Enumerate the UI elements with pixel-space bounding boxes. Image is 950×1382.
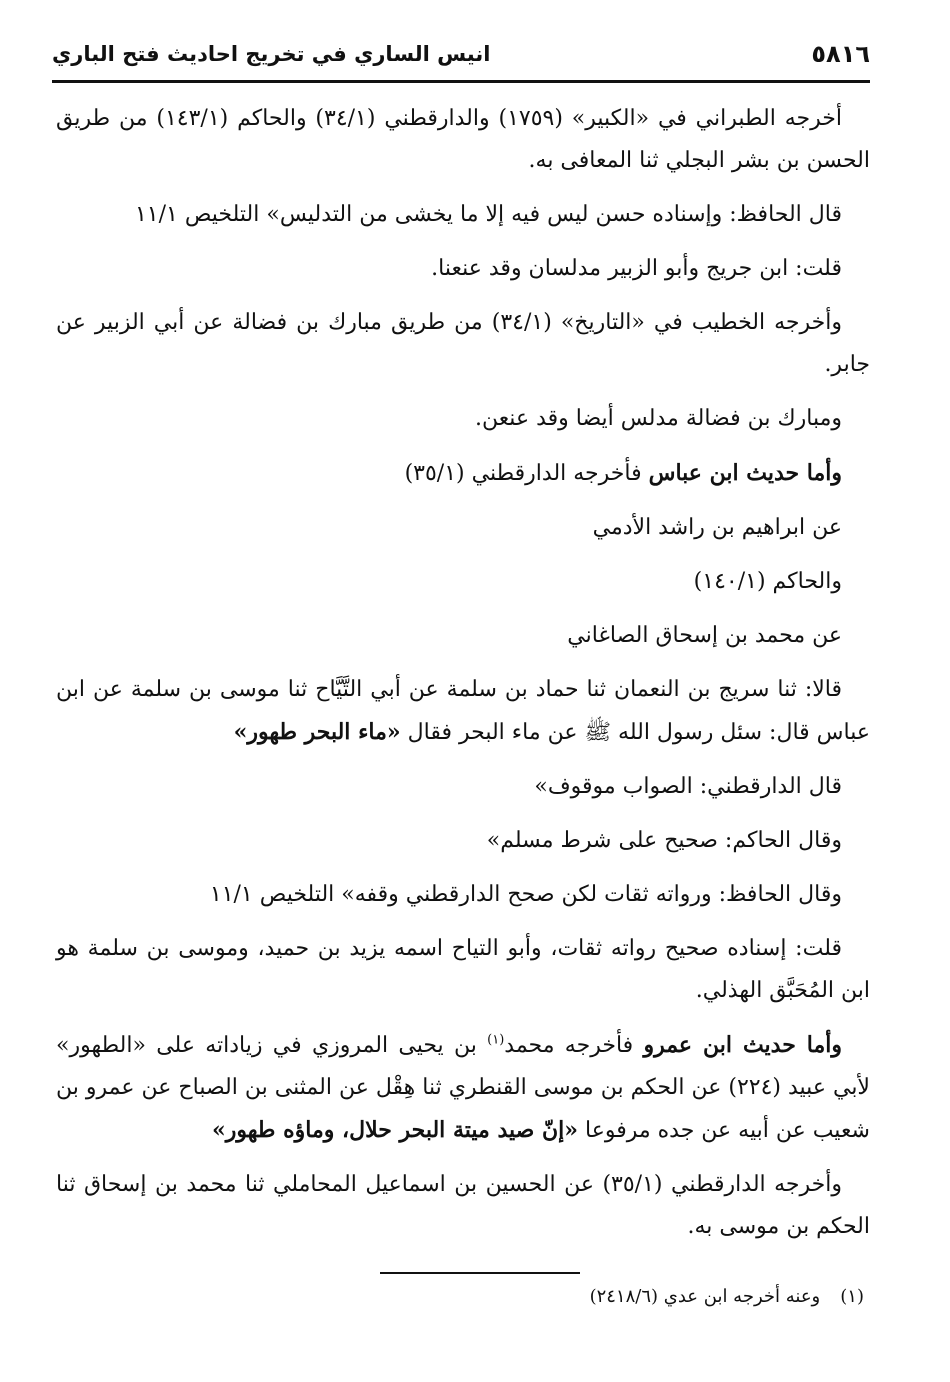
paragraph: قال الحافظ: وإسناده حسن ليس فيه إلا ما يخشى من التدليس» التلخيص ١١/١ — [134, 202, 842, 227]
paragraph: ومبارك بن فضالة مدلس أيضا وقد عنعن. — [474, 406, 842, 431]
paragraph-text: قالا: ثنا سريج بن النعمان ثنا حماد بن سلمة عن أبي التَّيَّاح ثنا موسى بن سلمة عن ابن عباس قال: سئل رسول الله ﷺ عن ماء البحر فقال — [56, 677, 870, 745]
header-rule — [52, 80, 870, 83]
paragraph-text: بن يحيى المروزي في زياداته على «الطهور» لأبي عبيد (٢٢٤) عن الحكم بن موسى القنطري ثنا هِقْل عن المثنى بن الصباح عن عمرو بن شعيب عن أبيه عن جده مرفوعا — [56, 1033, 870, 1143]
footnote-text: وعنه أخرجه ابن عدي (٢٤١٨/٦) — [589, 1286, 821, 1307]
paragraph: قال الدارقطني: الصواب موقوف» — [534, 774, 842, 799]
paragraph: وأخرجه الدارقطني (٣٥/١) عن الحسين بن اسماعيل المحاملي ثنا محمد بن إسحاق ثنا الحكم بن موسى به. — [56, 1172, 870, 1239]
page-number: ٥٨١٦ — [811, 40, 870, 68]
paragraph: وقال الحاكم: صحيح على شرط مسلم» — [486, 828, 842, 853]
paragraph-text: فأخرجه الدارقطني (٣٥/١) — [404, 461, 649, 486]
paragraph — [56, 452, 870, 495]
footnote-reference[interactable]: (١) — [487, 1032, 505, 1048]
paragraph: عن ابراهيم بن راشد الأدمي — [592, 515, 842, 540]
paragraph — [56, 1024, 870, 1152]
paragraph: وأخرجه الخطيب في «التاريخ» (٣٤/١) من طريق مبارك بن فضالة عن أبي الزبير عن جابر. — [56, 310, 870, 377]
paragraph: قلت: ابن جريج وأبو الزبير مدلسان وقد عنعنا. — [431, 256, 842, 281]
footnote-rule — [380, 1272, 580, 1274]
paragraph: عن محمد بن إسحاق الصاغاني — [567, 623, 842, 648]
book-title: انيس الساري في تخريج احاديث فتح الباري — [52, 42, 491, 66]
section-heading: وأما حديث ابن عمرو — [643, 1032, 843, 1058]
paragraph: قلت: إسناده صحيح رواته ثقات، وأبو التياح اسمه يزيد بن حميد، وموسى بن سلمة هو ابن المُحَبَّق الهذلي. — [56, 936, 870, 1003]
footnote-number: (١) — [840, 1286, 864, 1307]
hadith-text: «إنّ صيد ميتة البحر حلال، وماؤه طهور» — [212, 1117, 579, 1143]
paragraph-text: فأخرجه محمد — [504, 1033, 644, 1058]
section-heading: وأما حديث ابن عباس — [648, 460, 842, 486]
body-text — [56, 98, 870, 1260]
paragraph: وقال الحافظ: ورواته ثقات لكن صحح الدارقطني وقفه» التلخيص ١١/١ — [209, 882, 842, 907]
paragraph — [56, 669, 870, 754]
hadith-text: «ماء البحر طهور» — [233, 719, 401, 745]
paragraph: والحاكم (١٤٠/١) — [693, 569, 842, 594]
footnote — [300, 1282, 864, 1312]
page-header — [52, 40, 870, 80]
paragraph: أخرجه الطبراني في «الكبير» (١٧٥٩) والدارقطني (٣٤/١) والحاكم (١٤٣/١) من طريق الحسن بن بشر البجلي ثنا المعافى به. — [56, 106, 870, 173]
